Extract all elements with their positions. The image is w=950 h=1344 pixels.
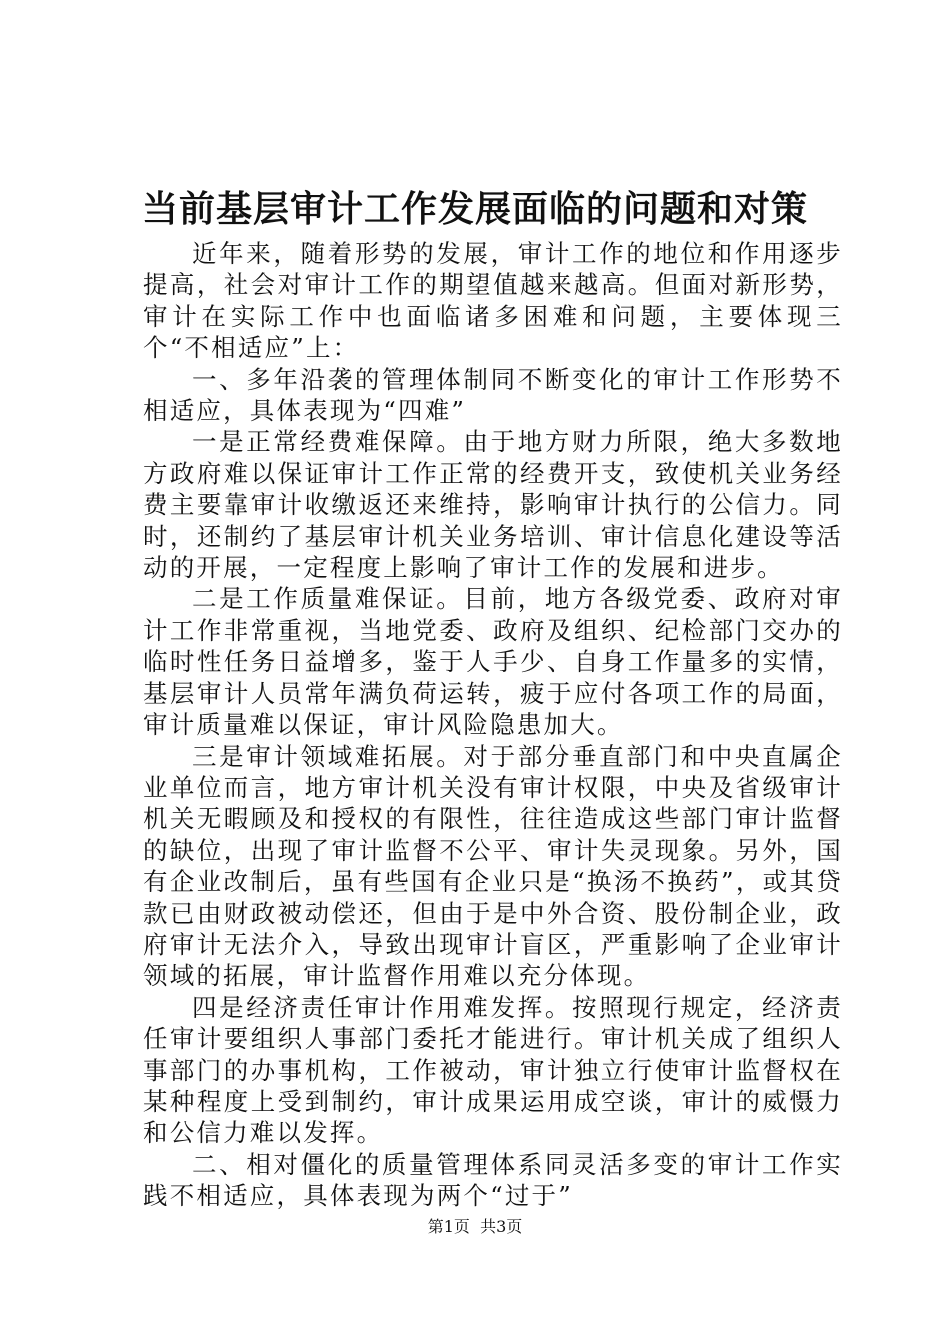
paragraph-economic-responsibility: 四是经济责任审计作用难发挥。按照现行规定，经济责任审计要组织人事部门委托才能进行。审计机关成了组织人事部门的办事机构，工作被动，审计独立行使审计监督权在某种程度上受到制约，审计成果运用成空谈，审计的威慑力和公信力难以发挥。 bbox=[143, 992, 843, 1148]
page-number: 第1页 bbox=[427, 1217, 470, 1236]
paragraph-section-one-heading: 一、多年沿袭的管理体制同不断变化的审计工作形势不相适应，具体表现为“四难” bbox=[143, 364, 843, 426]
page-total: 共3页 bbox=[480, 1217, 523, 1236]
paragraph-quality: 二是工作质量难保证。目前，地方各级党委、政府对审计工作非常重视，当地党委、政府及组织、纪检部门交办的临时性任务日益增多，鉴于人手少、自身工作量多的实情，基层审计人员常年满负荷运转，疲于应付各项工作的局面，审计质量难以保证，审计风险隐患加大。 bbox=[143, 584, 843, 740]
document-body bbox=[143, 238, 843, 1212]
page-footer bbox=[0, 1216, 950, 1238]
paragraph-section-two-heading: 二、相对僵化的质量管理体系同灵活多变的审计工作实践不相适应，具体表现为两个“过于” bbox=[143, 1149, 843, 1211]
paragraph-funding: 一是正常经费难保障。由于地方财力所限，绝大多数地方政府难以保证审计工作正常的经费开支，致使机关业务经费主要靠审计收缴返还来维持，影响审计执行的公信力。同时，还制约了基层审计机关业务培训、审计信息化建设等活动的开展，一定程度上影响了审计工作的发展和进步。 bbox=[143, 427, 843, 583]
paragraph-scope: 三是审计领域难拓展。对于部分垂直部门和中央直属企业单位而言，地方审计机关没有审计权限，中央及省级审计机关无暇顾及和授权的有限性，往往造成这些部门审计监督的缺位，出现了审计监督不公平、审计失灵现象。另外，国有企业改制后，虽有些国有企业只是“换汤不换药”，或其贷款已由财政被动偿还，但由于是中外合资、股份制企业，政府审计无法介入，导致出现审计盲区，严重影响了企业审计领域的拓展，审计监督作用难以充分体现。 bbox=[143, 741, 843, 991]
paragraph-intro: 近年来，随着形势的发展，审计工作的地位和作用逐步提高，社会对审计工作的期望值越来越高。但面对新形势，审计在实际工作中也面临诸多困难和问题，主要体现三个“不相适应”上： bbox=[143, 239, 843, 363]
document-title: 当前基层审计工作发展面临的问题和对策 bbox=[141, 188, 808, 230]
